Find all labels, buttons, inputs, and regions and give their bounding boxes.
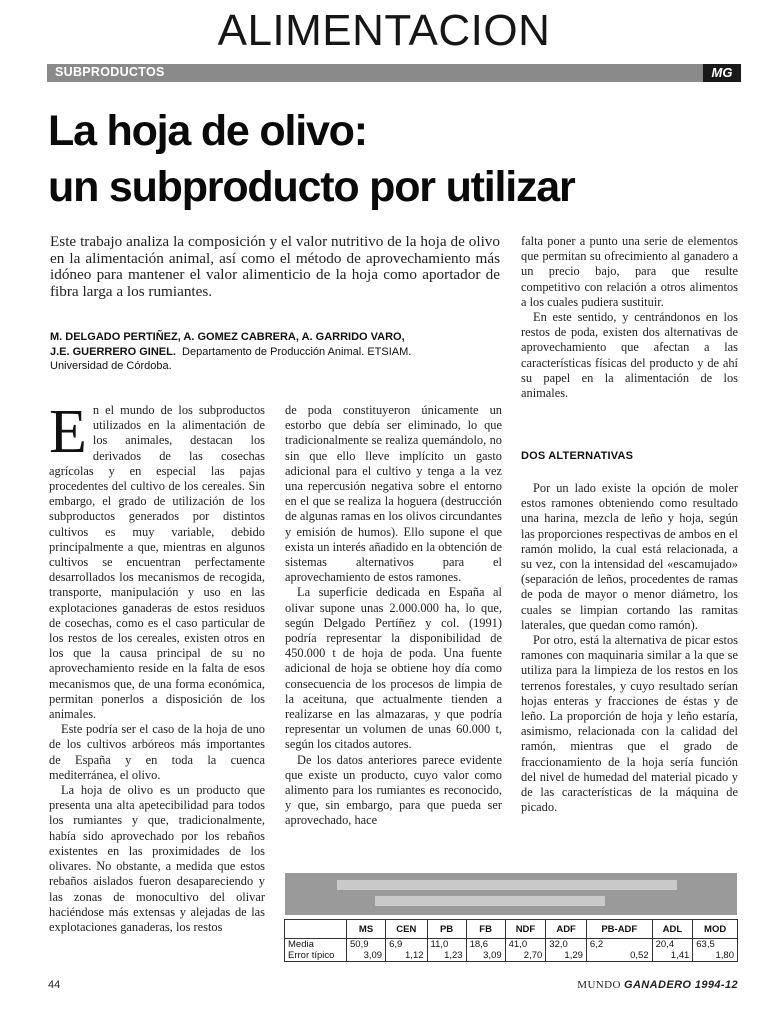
col3-paragraph-3: Por un lado existe la opción de moler estos ramones obteniendo como resultado una harina, mezcla de leño y hoja, según las proporciones respectivas de ambos en el ramón molido, la cual está relacionada, a su vez, con la intensidad del «escamujado» (separación de leños, procedentes de ramas de poda de mayor o menor diámetro, los cuales se limpian cortando las ramitas laterales, que quedan como ramón). — [521, 481, 738, 632]
table-row-label: Media Error típico — [285, 939, 347, 962]
table-cell: 32,0 1,29 — [546, 939, 587, 962]
table-cell: 6,9 1,12 — [386, 939, 427, 962]
table-header-cell: ADL — [652, 920, 693, 939]
category-label: SUBPRODUCTOS — [55, 65, 165, 79]
article-headline — [48, 103, 738, 215]
col1-paragraph-2: Este podría ser el caso de la hoja de uno de los cultivos arbóreos más importantes de España y en toda la cuenca mediterránea, el olivo. — [49, 722, 265, 782]
col3-paragraph-1: falta poner a punto una serie de elementos que permitan su ofrecimiento al ganadero a un precio bajo, para que resulte competitivo con relación a otros alimentos a los cuales pudiera sustituir. — [521, 234, 738, 309]
table-cell: 18,6 3,09 — [466, 939, 505, 962]
table-cell: 50,9 3,09 — [347, 939, 386, 962]
magazine-logo: MG — [703, 64, 741, 82]
drop-cap: E — [49, 398, 87, 466]
body-column-3-top — [521, 234, 738, 401]
table-cell: 11,0 1,23 — [427, 939, 466, 962]
col2-paragraph-3: De los datos anteriores parece evidente que existe un producto, cuyo valor como alimento para los rumiantes es reconocido, y que, sin embargo, para que pueda ser aprovechado, hace — [285, 752, 502, 828]
table-header-row — [285, 920, 738, 939]
table-caption-stripe — [375, 896, 605, 906]
table-header-cell: NDF — [505, 920, 546, 939]
table-caption-stripe — [337, 880, 677, 890]
col1-paragraph-1: En el mundo de los subproductos utilizados en la alimentación de los animales, destacan los derivados de las cosechas agrícolas y en especial las pajas procedentes del cultivo de los cereales. Sin embargo, el grado de utilización de los subproductos generados por distintos cultivos es muy variable, debido principalmente a que, mientras en algunos cultivos se encuentran perfectamente desarrollados los mecanismos de recogida, transporte, manipulación y uso en las explotaciones ganaderas de estos residuos de cosechas, como es el caso particular de los restos de los cereales, existen otros en los que la causa principal de su no aprovechamiento reside en la falta de esos mecanismos que, de una forma económica, permitan ponerlos a disposición de los animales. — [49, 398, 265, 722]
table-header-cell: ADF — [546, 920, 587, 939]
col1-paragraph-3: La hoja de olivo es un producto que presenta una alta apetecibilidad para todos los rumiantes y que, tradicionalmente, había sido aprovechado por los rebaños existentes en las proximidades de los olivares. No obstante, a medida que estos rebaños aislados fueron desapareciendo y las zonas de monocultivo del olivar haciéndose más extensas y alejadas de las explotaciones ganaderas, los restos — [49, 783, 265, 934]
col3-paragraph-2: En este sentido, y centrándonos en los restos de poda, existen dos alternativas de aprovechamiento que afectan a las características físicas del producto y de ahí su papel en la alimentación de los animales. — [521, 310, 738, 401]
table-header-cell: FB — [466, 920, 505, 939]
table-header-cell: MS — [347, 920, 386, 939]
page-number: 44 — [48, 979, 61, 991]
headline-line-2: un subproducto por utilizar — [48, 163, 575, 211]
body-column-1 — [49, 398, 265, 935]
table-cell: 20,4 1,41 — [652, 939, 693, 962]
running-footer — [577, 979, 738, 991]
authors-line-1: M. DELGADO PERTIÑEZ, A. GOMEZ CABRERA, A. GARRIDO VARO, — [50, 331, 405, 343]
table-cell: 63,5 1,80 — [693, 939, 738, 962]
composition-table — [284, 919, 738, 962]
table-header-cell: MOD — [693, 920, 738, 939]
article-lead: Este trabajo analiza la composición y el valor nutritivo de la hoja de olivo en la alimentación animal, así como el método de aprovechamiento más idóneo para mantener el valor alimenticio de la hoja como aportador de fibra larga a los rumiantes. — [50, 233, 500, 300]
headline-line-1: La hoja de olivo: — [48, 107, 367, 155]
table-header-cell: CEN — [386, 920, 427, 939]
section-title: ALIMENTACION — [217, 6, 551, 55]
authors-university: Universidad de Córdoba. — [50, 360, 172, 372]
category-bar — [47, 64, 741, 82]
table-corner-cell — [285, 920, 347, 939]
article-authors — [50, 330, 510, 374]
col3-paragraph-4: Por otro, está la alternativa de picar estos ramones con maquinaria similar a la que se utiliza para la limpieza de los restos en los terrenos forestales, y cuyo resultado serían hojas enteras y fracciones de éstas y de leño. La proporción de hoja y leño estaría, asimismo, relacionada con la calidad del ramón, mientras que el grado de fraccionamiento de la hoja sería función del nivel de humedad del material picado y de las características de la máquina de picado. — [521, 633, 738, 815]
table-row — [285, 939, 738, 962]
authors-line-2-names: J.E. GUERRERO GINEL. — [50, 345, 176, 358]
magazine-name: GANADERO 1994-12 — [624, 979, 738, 991]
table-cell: 41,0 2,70 — [505, 939, 546, 962]
table-cell: 6,2 0,52 — [586, 939, 652, 962]
body-column-3-bottom — [521, 481, 738, 815]
col2-paragraph-1: de poda constituyeron únicamente un estorbo que debía ser eliminado, lo que tradicionalmente se realiza quemándolo, no sin que ello lleve implícito un gasto adicional para el cultivo y tenga a la vez una repercusión negativa sobre el entorno en el que se realiza la hoguera (destrucción de algunas ramas en los olivos circundantes y emisión de humos). Ello supone el que exista un interés añadido en la obtención de sistemas alternativos para el aprovechamiento de estos ramones. — [285, 403, 502, 585]
body-column-2 — [285, 403, 502, 829]
authors-affiliation: Departamento de Producción Animal. ETSIAM. — [182, 345, 412, 358]
table-caption-banner — [285, 873, 737, 915]
section-subhead: DOS ALTERNATIVAS — [521, 450, 634, 462]
magazine-prefix: MUNDO — [577, 979, 621, 991]
col2-paragraph-2: La superficie dedicada en España al olivar supone unas 2.000.000 ha, lo que, según Delgado Pertíñez y col. (1991) podría representar la disponibilidad de 450.000 t de hoja de poda. Una fuente adicional de hoja se obtiene hoy día como consecuencia de los procesos de limpia de la aceituna, que actualmente tienden a realizarse en las almazaras, y que podría representar un volumen de unas 60.000 t, según los citados autores. — [285, 585, 502, 752]
table-header-cell: PB-ADF — [586, 920, 652, 939]
table-header-cell: PB — [427, 920, 466, 939]
